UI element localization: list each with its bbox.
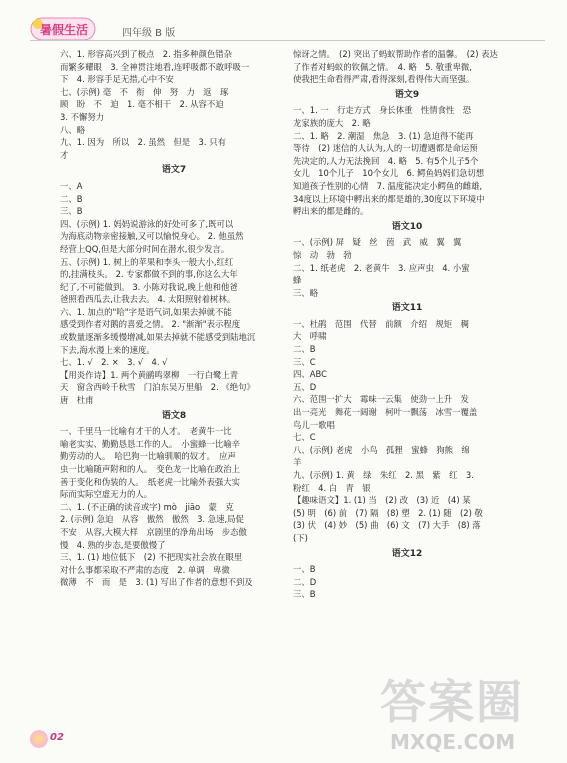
grade-label: 四年级 B 版 (122, 28, 176, 39)
answer-line: 等待 (2) 迷信的人认为,人的一切遭遇都是命运预 (293, 143, 478, 154)
answer-line: 下 4. 形容手足无措,心中不安 (60, 74, 174, 85)
section-title: 语文8 (161, 410, 187, 421)
answer-line: 际而实际空虚无力的人。 (60, 489, 153, 500)
answer-line: 三、略 (293, 287, 319, 298)
section-title: 语文9 (394, 89, 420, 100)
watermark-domain: MXQE.COM (390, 730, 516, 754)
answer-line: 七、C (293, 432, 316, 443)
answer-line: 为海底动物亲密接触,又可以愉悦身心。 2. 他虽然 (60, 231, 244, 242)
section-title: 语文11 (391, 303, 423, 314)
answer-line: 九、1. 因为 所以 2. 虽然 但是 3. 只有 (60, 137, 226, 148)
answer-line: (下) (293, 532, 308, 543)
answer-line: 不安 从容,大模大样 京剧里的净角出场 步态傲 (60, 526, 247, 537)
answer-line: 六、范围一扩大 霉味一云集 使劲一上升 发 (293, 394, 469, 405)
answer-line: 2. (示例) 急迫 从容 傲然 傲然 3. 急速,局促 (60, 514, 244, 525)
answer-line: 爸照看西瓜去,让我去去。 4. 太阳照射着树林。 (60, 294, 236, 305)
answer-line: 七、(示例) 毫 不 衔 伸 努 力 返 琢 (60, 86, 229, 97)
answer-line: 二、1. 纸老虎 2. 老黄牛 3. 应声虫 4. 小蜜 (293, 262, 470, 273)
answer-line: 才 (60, 149, 69, 160)
answer-line: 出一亮光 舞花一阔谢 柯叶一飘荡 冰雪一覆盖 (293, 407, 478, 418)
answer-line: 纪了,不可能做到。 3. 小陈对我说,晚上他和他爸 (60, 281, 238, 292)
watermark-logo: 答案圈 (380, 675, 524, 729)
answer-line: 一、(示例) 屏 疑 丝 茵 武 威 翼 翼 (293, 237, 462, 248)
answer-line: 使我把生命看得严肃,看得深刻,看得伟大而坚强。 (293, 74, 475, 85)
answer-line: 二、B (293, 344, 316, 355)
right-column (293, 48, 521, 601)
section-title: 语文10 (391, 221, 423, 232)
answer-line: 九、(示例) 1. 黄 绿 朱红 2. 黑 紫 红 3. (293, 470, 474, 480)
answer-line: 羊 (293, 457, 302, 468)
answer-line: 下去,海水漫上来的速度。 (60, 344, 155, 355)
answer-line: 二、1. (不正确的读音或字) mò jiāo 蒙 克 (60, 501, 234, 512)
answer-line: 孵出来的都是雌的。 (293, 206, 369, 217)
answer-line: 一、杜鹃 范围 代替 前额 介绍 规矩 稠 (293, 318, 469, 329)
answer-line: 天 窗含西岭千秋雪 门泊东吴万里船 2. 《绝句》 (60, 382, 255, 393)
answer-line: 知道孩子性别的心情 7. 温度能决定小鳄鱼的雌雄, (293, 180, 483, 191)
answer-line: 虫一比喻随声附和的人。 变色龙一比喻在政治上 (60, 464, 241, 474)
answer-line: 一、千里马一比喻有才干的人才。 老黄牛一比 (60, 426, 232, 437)
answer-line: 惊 动 勃 勃 (293, 249, 352, 260)
answer-line: 3. 不懈努力 (60, 111, 105, 122)
answer-line: 微薄 不 而 是 3. (1) 写出了作者的意想不到及 (60, 577, 253, 588)
answer-line: 顾 盼 不 迫 1. 毫不相干 2. 从容不迫 (60, 99, 224, 110)
answer-line: 蜂 (293, 275, 302, 286)
answer-line: 五、D (293, 381, 317, 392)
answer-line: 四、(示例) 1. 妈妈说游泳的好处可多了,既可以 (60, 218, 234, 229)
answer-line: 七、1. √ 2. × 3. √ 4. √ (60, 357, 168, 368)
left-column (60, 48, 288, 589)
answer-line: 先决定的,人力无法挽回 4. 略 5. 有5个儿子5个 (293, 155, 479, 166)
answer-line: 惊讶之情。 (2) 突出了蚂蚁帮助作者的温馨。 (2) 表达 (293, 49, 498, 59)
answer-line: 喻老实实、勤勤恳恳工作的人。 小蜜蜂一比喻辛 (60, 438, 241, 449)
page-header (30, 16, 550, 48)
answer-line: 六、1. 加点的"哈"字是语气词,如果去掉就不能 (60, 306, 232, 317)
answer-line: 八、(示例) 老虎 小鸟 孤狸 蜜蜂 狗熊 绵 (293, 444, 470, 455)
answer-line: 二、B (60, 193, 83, 204)
answer-line: 唐 杜甫 (60, 395, 94, 406)
page-number: 02 (50, 732, 64, 743)
answer-line: 经营上QQ,但是大部分时间在潜水,很少发言。 (60, 243, 230, 254)
answer-line: 二、D (293, 576, 317, 587)
answer-line: 一、A (60, 180, 83, 191)
answer-line: 的,挂满枝头。 2. 专家都做不到的事,你这么大年 (60, 269, 238, 280)
answer-line: 34度以上环境中孵出来的都是雄的,30度以下环境中 (293, 193, 485, 204)
answer-line: 五、(示例) 1. 树上的苹果和李头一般大小,红红 (60, 256, 234, 267)
answer-line: 女儿 10个儿子 10个女儿 6. 鳄鱼妈妈们急切想 (293, 168, 485, 179)
answer-line: 三、B (60, 206, 83, 217)
answer-line: 【趣味语文】1. (1) 当 (2) 改 (3) 近 (4) 某 (293, 495, 471, 506)
answer-line: 善于变化和伪装的人。 纸老虎一比喻外表强大实 (60, 476, 241, 487)
answer-line: 粉红 4. 白 青 银 (293, 482, 371, 493)
answer-line: 二、1. 略 2. 潮湿 焦急 3. (1) 急迫得不能再 (293, 130, 474, 141)
answer-line: (3) 伏 (4) 妙 (5) 曲 (6) 文 (7) 大手 (8) 落 (293, 520, 481, 531)
answer-line: 三、1. (1) 地位低下 (2) 不把现实社会放在眼里 (60, 552, 243, 563)
answer-line: 【用炎作诗】1. 两个黄鹂鸣翠柳 一行白鹭上青 (60, 369, 239, 380)
answer-line: 感受到作者对鹅的喜爱之情。 2. "渐渐"表示程度 (60, 319, 241, 330)
answer-line: 八、略 (60, 124, 86, 135)
section-title: 语文12 (391, 548, 423, 559)
answer-line: 三、C (293, 356, 316, 367)
answer-line: 三、B (293, 589, 316, 600)
answer-line: 慢 4. 熟的步态,是要傲慢了 (60, 539, 166, 550)
header-divider (30, 40, 545, 41)
section-title: 语文7 (161, 165, 187, 176)
answer-line: 或数量逐渐多缓慢增减,如果去掉就不能感受到陆地沉 (60, 332, 256, 343)
answer-line: 一、1. 一 行走方式 身长体重 性情食性 恐 (293, 105, 472, 116)
answer-line: 大 呼啸 (293, 331, 327, 342)
answer-line: 对什么事都采取不严肃的态度 2. 单调 卑微 (60, 564, 230, 575)
answer-line: 一、B (293, 564, 316, 575)
answer-line: 四、ABC (293, 369, 327, 380)
page-footer (30, 726, 90, 754)
answer-line: 六、1. 形容高兴到了极点 2. 指多种颜色错杂 (60, 49, 233, 59)
answer-line: (5) 明 (6) 前 (7) 隔 (8) 塑 2. (1) 随 (2) 敬 (293, 507, 483, 518)
sun-icon (30, 730, 48, 748)
answer-line: 鸟儿一歌唱 (293, 419, 335, 430)
answer-line: 了作者对蚂蚁的钦佩之情。 4. 略 5. 敬重卑微, (293, 61, 472, 72)
logo-text: 暑假生活 (40, 23, 89, 37)
answer-line: 勤劳动的人。 哈巴狗一比喻驯顺的奴才。 应声 (60, 451, 236, 462)
answer-line: 而繁多耀眼 3. 全神贯注地看,连呼吸都不敢呼吸一 (60, 61, 250, 72)
answer-line: 龙家族的庞大 2. 略 (293, 117, 371, 128)
